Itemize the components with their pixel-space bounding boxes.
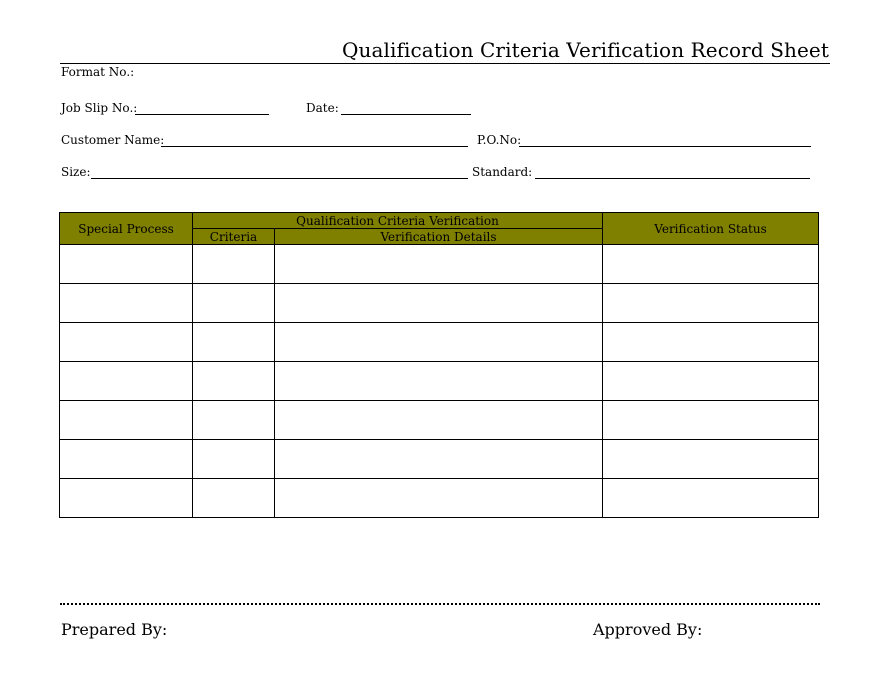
standard-field[interactable] [535, 178, 810, 179]
date-field[interactable] [341, 114, 471, 115]
po-no-field[interactable] [519, 146, 811, 147]
verification-status-cell[interactable] [603, 479, 819, 518]
header-special-process: Special Process [60, 213, 193, 245]
approved-by-label: Approved By: [593, 620, 703, 639]
size-label: Size: [61, 165, 91, 179]
criteria-cell[interactable] [193, 362, 275, 401]
date-label: Date: [306, 101, 339, 115]
signature-divider [60, 603, 820, 605]
job-slip-no-label: Job Slip No.: [61, 101, 138, 115]
page-title: Qualification Criteria Verification Record Sheet [342, 38, 829, 62]
size-field[interactable] [91, 178, 468, 179]
header-verification-details: Verification Details [275, 229, 603, 245]
customer-name-field[interactable] [161, 146, 468, 147]
verification-status-cell[interactable] [603, 401, 819, 440]
customer-name-label: Customer Name: [61, 133, 165, 147]
po-no-label: P.O.No: [477, 133, 522, 147]
verification-details-cell[interactable] [275, 401, 603, 440]
verification-details-cell[interactable] [275, 323, 603, 362]
special-process-cell[interactable] [60, 401, 193, 440]
special-process-cell[interactable] [60, 479, 193, 518]
verification-status-cell[interactable] [603, 362, 819, 401]
criteria-cell[interactable] [193, 323, 275, 362]
format-no-label: Format No.: [61, 65, 135, 79]
verification-status-cell[interactable] [603, 440, 819, 479]
table-row [60, 479, 819, 518]
verification-status-cell[interactable] [603, 323, 819, 362]
special-process-cell[interactable] [60, 284, 193, 323]
verification-details-cell[interactable] [275, 440, 603, 479]
special-process-cell[interactable] [60, 440, 193, 479]
criteria-cell[interactable] [193, 440, 275, 479]
header-verification-status: Verification Status [603, 213, 819, 245]
title-underline [60, 63, 830, 64]
standard-label: Standard: [472, 165, 533, 179]
table-row [60, 362, 819, 401]
verification-details-cell[interactable] [275, 362, 603, 401]
special-process-cell[interactable] [60, 362, 193, 401]
criteria-cell[interactable] [193, 245, 275, 284]
criteria-cell[interactable] [193, 479, 275, 518]
verification-details-cell[interactable] [275, 245, 603, 284]
criteria-cell[interactable] [193, 284, 275, 323]
criteria-cell[interactable] [193, 401, 275, 440]
special-process-cell[interactable] [60, 323, 193, 362]
table-row [60, 284, 819, 323]
header-criteria: Criteria [193, 229, 275, 245]
table-body [60, 245, 819, 518]
verification-details-cell[interactable] [275, 284, 603, 323]
verification-status-cell[interactable] [603, 245, 819, 284]
job-slip-no-field[interactable] [135, 114, 269, 115]
verification-table [59, 212, 819, 518]
header-qualification-group: Qualification Criteria Verification [193, 213, 603, 229]
table-row [60, 440, 819, 479]
verification-details-cell[interactable] [275, 479, 603, 518]
table-row [60, 323, 819, 362]
verification-status-cell[interactable] [603, 284, 819, 323]
table-row [60, 245, 819, 284]
prepared-by-label: Prepared By: [61, 620, 168, 639]
table-row [60, 401, 819, 440]
special-process-cell[interactable] [60, 245, 193, 284]
